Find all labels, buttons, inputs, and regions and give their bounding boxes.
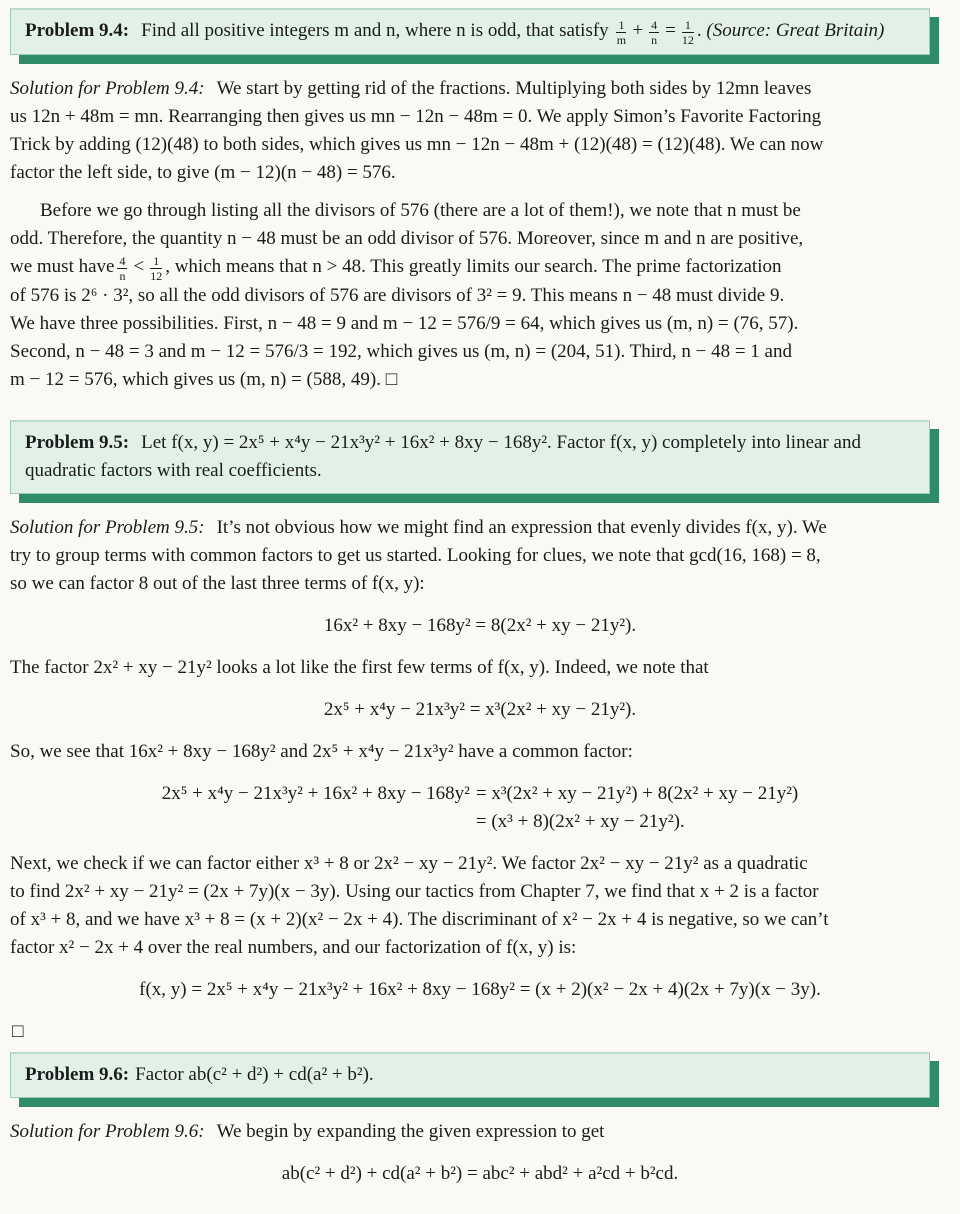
equation-rhs: = (x³ + 8)(2x² + xy − 21y²). bbox=[475, 811, 685, 832]
less-than-operator: < bbox=[133, 256, 145, 277]
problem-9-4-source: (Source: Great Britain) bbox=[706, 20, 885, 41]
fraction-numerator: 4 bbox=[119, 254, 126, 268]
problem-box-9-5 bbox=[10, 420, 930, 494]
solution-9-6-lead: Solution for Problem 9.6: bbox=[10, 1121, 205, 1142]
text-line: Second, n − 48 = 3 and m − 12 = 576/3 = 192, which gives us (m, n) = (204, 51). Third, n − 48 = 1 and bbox=[10, 341, 792, 362]
solution-9-5-paragraph-4 bbox=[10, 850, 950, 962]
problem-9-5-statement: Let f(x, y) = 2x⁵ + x⁴y − 21x³y² + 16x² + 8xy − 168y². Factor f(x, y) completely into linear and quadratic factors with real coefficients. bbox=[25, 432, 861, 481]
fraction-denominator: 12 bbox=[681, 33, 694, 47]
text-line: factor the left side, to give (m − 12)(n − 48) = 576. bbox=[10, 162, 396, 183]
fraction-numerator: 1 bbox=[150, 255, 162, 269]
text-line: Next, we check if we can factor either x³ + 8 or 2x² − xy − 21y². We factor 2x² − xy − 21y² as a quadratic bbox=[10, 853, 808, 874]
text-line: It’s not obvious how we might find an expression that evenly divides f(x, y). We bbox=[216, 517, 827, 538]
solution-9-4-lead: Solution for Problem 9.4: bbox=[10, 78, 205, 99]
problem-9-6-label: Problem 9.6: bbox=[25, 1064, 130, 1085]
solution-9-4-paragraph-2 bbox=[10, 197, 950, 394]
fraction-4-over-n bbox=[649, 19, 659, 46]
text-line: Before we go through listing all the divisors of 576 (there are a lot of them!), we note that n must be bbox=[40, 200, 801, 221]
fraction-numerator: 1 bbox=[682, 19, 694, 33]
period: . bbox=[696, 20, 702, 41]
display-equation-factor-8: 16x² + 8xy − 168y² = 8(2x² + xy − 21y²). bbox=[323, 615, 637, 636]
text-line: to find 2x² + xy − 21y² = (2x + 7y)(x − 3y). Using our tactics from Chapter 7, we find that x + 2 is a factor bbox=[10, 881, 819, 902]
equation-row bbox=[162, 780, 798, 808]
text-line: Trick by adding (12)(48) to both sides, which gives us mn − 12n − 48m + (12)(48) = (12)(48). We can now bbox=[10, 134, 824, 155]
text-line: try to group terms with common factors to get us started. Looking for clues, we note that gcd(16, 168) = 8, bbox=[10, 545, 821, 566]
qed-square: □ bbox=[12, 1021, 24, 1042]
text-segment: , which means that n > 48. This greatly limits our search. The prime factorization bbox=[165, 256, 782, 277]
solution-9-5-paragraph-1 bbox=[10, 514, 950, 598]
spacer bbox=[10, 494, 950, 514]
problem-box-9-6 bbox=[10, 1052, 930, 1098]
spacer bbox=[10, 55, 950, 75]
text-line: us 12n + 48m = mn. Rearranging then gives us mn − 12n − 48m = 0. We apply Simon’s Favorite Factoring bbox=[10, 106, 822, 127]
text-line: We start by getting rid of the fractions. Multiplying both sides by 12mn leaves bbox=[216, 78, 812, 99]
problem-9-4-label: Problem 9.4: bbox=[25, 20, 130, 41]
solution-9-4-paragraph-1 bbox=[10, 75, 950, 187]
solution-9-5-lead: Solution for Problem 9.5: bbox=[10, 517, 205, 538]
text-line: factor x² − 2x + 4 over the real numbers, and our factorization of f(x, y) is: bbox=[10, 937, 577, 958]
equals-operator: = bbox=[665, 20, 676, 41]
display-equation-factor-x3: 2x⁵ + x⁴y − 21x³y² = x³(2x² + xy − 21y²). bbox=[323, 699, 637, 720]
text-line: of x³ + 8, and we have x³ + 8 = (x + 2)(x² − 2x + 4). The discriminant of x² − 2x + 4 is negative, so we can’t bbox=[10, 909, 829, 930]
fraction-denominator: n bbox=[651, 33, 658, 47]
fraction-denominator: n bbox=[119, 269, 126, 283]
text-line: odd. Therefore, the quantity n − 48 must be an odd divisor of 576. Moreover, since m and n are positive, bbox=[10, 228, 804, 249]
text-line: The factor 2x² + xy − 21y² looks a lot like the first few terms of f(x, y). Indeed, we note that bbox=[10, 657, 709, 678]
fraction-numerator: 1 bbox=[618, 18, 625, 32]
fraction-denominator: m bbox=[616, 33, 627, 47]
text-line-with-qed: m − 12 = 576, which gives us (m, n) = (588, 49). □ bbox=[10, 369, 398, 390]
text-segment: we must have bbox=[10, 256, 115, 277]
equation-rhs: = x³(2x² + xy − 21y²) + 8(2x² + xy − 21y²) bbox=[475, 783, 799, 804]
problem-9-4-intro: Find all positive integers m and n, where n is odd, that satisfy bbox=[141, 20, 609, 41]
fraction-numerator: 4 bbox=[651, 18, 658, 32]
display-equation-expansion: ab(c² + d²) + cd(a² + b²) = abc² + abd² + a²cd + b²cd. bbox=[281, 1163, 679, 1184]
text-line: We have three possibilities. First, n − 48 = 9 and m − 12 = 576/9 = 64, which gives us (m, n) = (76, 57). bbox=[10, 313, 799, 334]
spacer bbox=[10, 1098, 950, 1118]
fraction-4-over-n bbox=[117, 255, 127, 282]
problem-box-9-4 bbox=[10, 8, 930, 55]
fraction-denominator: 12 bbox=[150, 269, 163, 283]
display-equation-aligned bbox=[162, 780, 798, 836]
text-line bbox=[10, 1118, 950, 1146]
display-equation-final-factorization: f(x, y) = 2x⁵ + x⁴y − 21x³y² + 16x² + 8xy − 168y² = (x + 2)(x² − 2x + 4)(2x + 7y)(x − 3y). bbox=[139, 979, 821, 1000]
text-line: so we can factor 8 out of the last three terms of f(x, y): bbox=[10, 573, 425, 594]
plus-operator: + bbox=[632, 20, 644, 41]
problem-9-6-statement: Factor ab(c² + d²) + cd(a² + b²). bbox=[135, 1064, 374, 1085]
text-line bbox=[10, 253, 950, 282]
fraction-1-over-12 bbox=[150, 255, 162, 282]
fraction-1-over-m bbox=[616, 19, 626, 46]
text-line bbox=[10, 75, 950, 103]
spacer bbox=[10, 404, 950, 420]
equation-row bbox=[162, 808, 798, 836]
equation-lhs: 2x⁵ + x⁴y − 21x³y² + 16x² + 8xy − 168y² bbox=[161, 783, 470, 804]
problem-9-5-label: Problem 9.5: bbox=[25, 432, 130, 453]
fraction-1-over-12 bbox=[682, 19, 694, 46]
text-line bbox=[10, 514, 950, 542]
text-line: So, we see that 16x² + 8xy − 168y² and 2x⁵ + x⁴y − 21x³y² have a common factor: bbox=[10, 741, 633, 762]
text-line: We begin by expanding the given expression to get bbox=[216, 1121, 605, 1142]
equation-lhs-empty bbox=[162, 808, 470, 836]
text-line: of 576 is 2⁶ · 3², so all the odd divisors of 576 are divisors of 3² = 9. This means n − 48 must divide 9. bbox=[10, 285, 785, 306]
